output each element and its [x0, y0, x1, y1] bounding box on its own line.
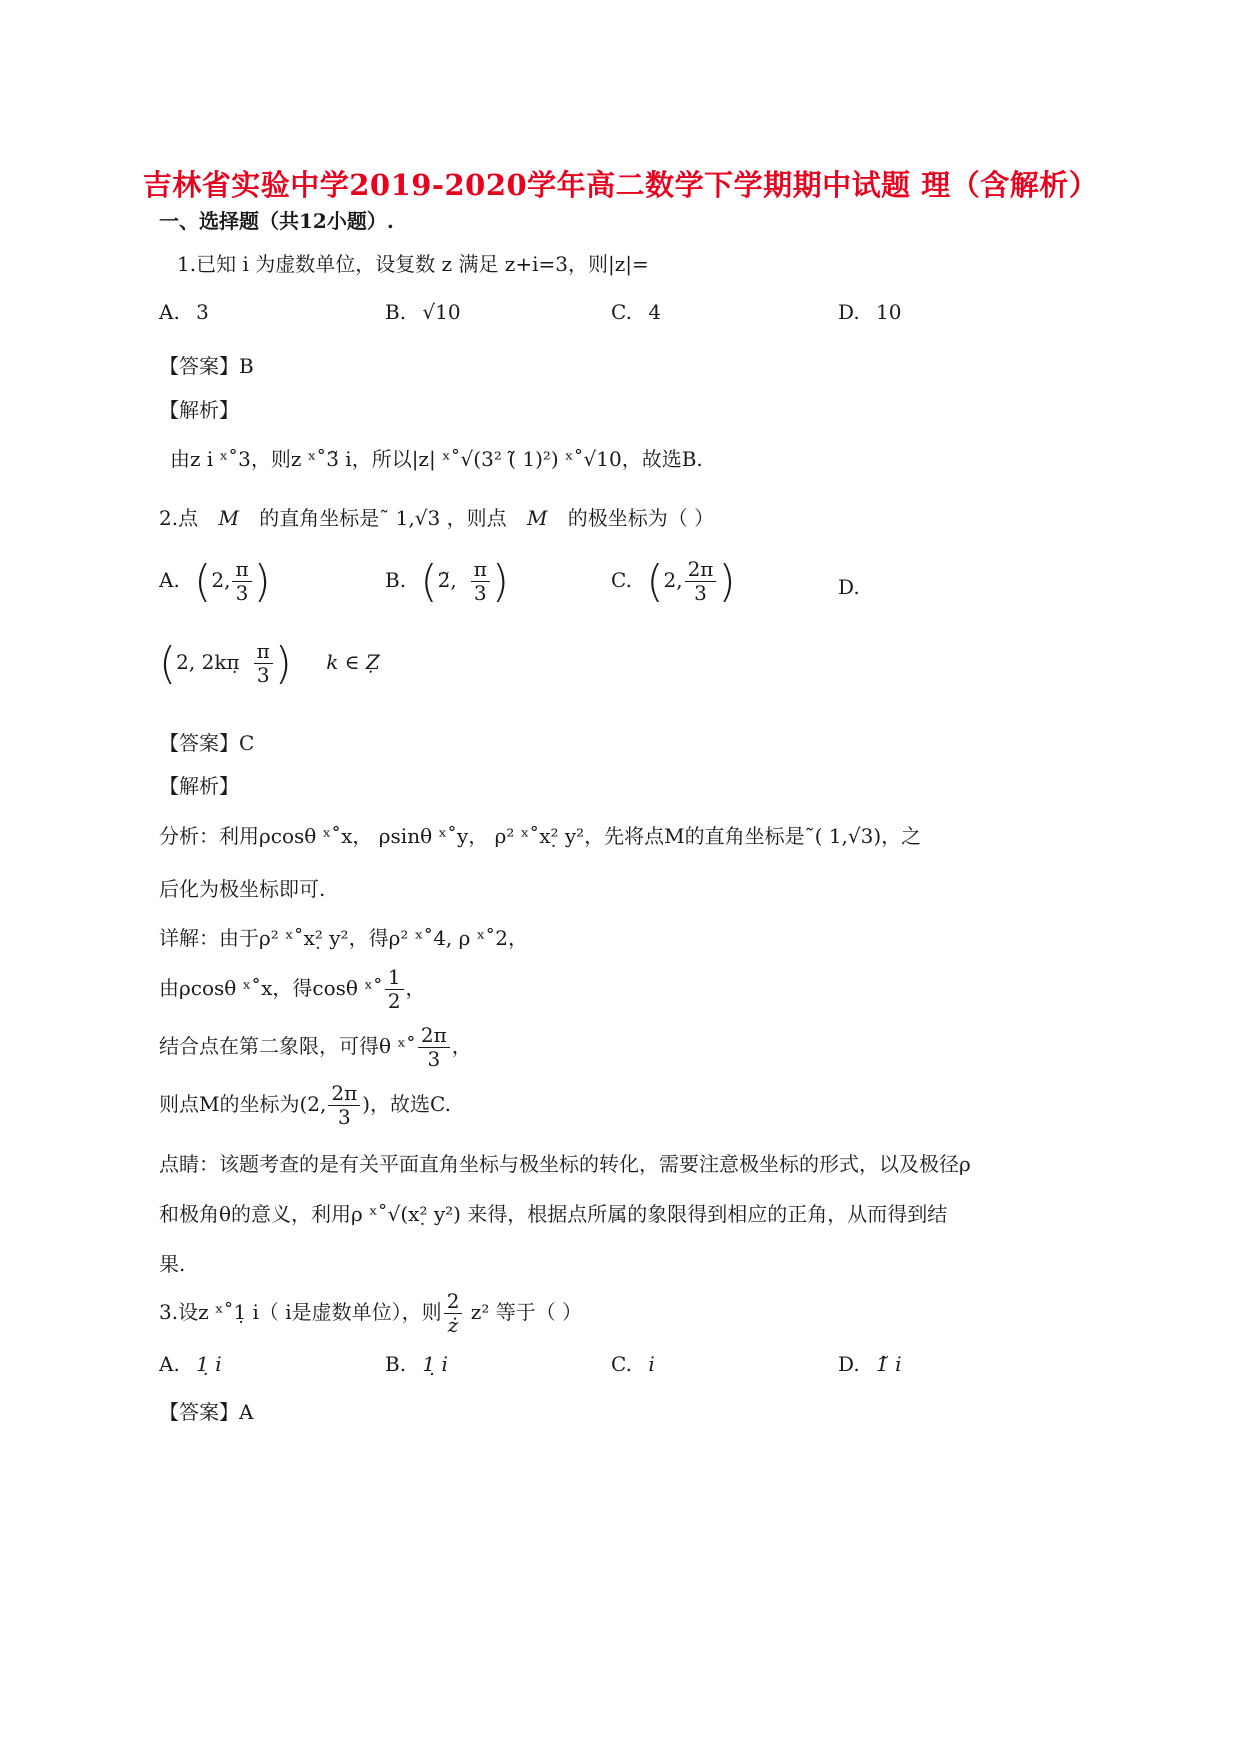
math-expr: 由ρcosθ ˣ˚x，得cosθ ˣ˚ [159, 976, 383, 1000]
q2-analysis-line-5: 结合点在第二象限，可得θ ˣ˚ $\frac{2\pi}{3}$ ， [159, 1023, 472, 1071]
math-expr: 2, [211, 568, 231, 592]
math-var: M [526, 506, 548, 530]
option-text: 3 [196, 300, 209, 324]
option-letter: B. [385, 300, 407, 324]
stem-text: z² 等于（ ） [464, 1300, 583, 1324]
option-text: 1̃ i [876, 1352, 902, 1376]
option-letter: C. [611, 568, 632, 592]
q3-option-a [159, 1352, 222, 1376]
option-letter: D. [838, 1352, 860, 1376]
stem-text: 2.点 [159, 506, 199, 530]
option-letter: B. [385, 568, 407, 592]
q2-analysis-line-4: 由ρcosθ ˣ˚x，得cosθ ˣ˚ $\frac{1}{2}$ ， [159, 965, 426, 1013]
q3-option-c [611, 1352, 655, 1376]
stem-text: 的直角坐标是˜ 1,√3 [259, 506, 441, 530]
math-expr: 2, 2kπ̣ [176, 650, 240, 674]
q2-analysis-line-1: 分析：利用ρcosθ ˣ˚x， ρsinθ ˣ˚y， ρ² ˣ˚x²̣ y²，先将点M的直角坐标是˜( 1,√3)，之 [159, 824, 922, 848]
q2-option-b: B. (2̃, $\frac{\pi}{3}$ ) [385, 556, 510, 607]
fraction: $\frac{2\pi}{3}$ [685, 558, 717, 605]
fraction: $\frac{\pi}{3}$ [254, 640, 273, 687]
q1-answer: 【答案】B [159, 354, 254, 378]
q2-analysis-line-7: 点睛：该题考查的是有关平面直角坐标与极坐标的转化，需要注意极坐标的形式，以及极径ρ [159, 1152, 971, 1176]
fraction: $\frac{\pi}{3}$ [471, 558, 490, 605]
option-text: i [648, 1352, 655, 1376]
document-title: 吉林省实验中学2019-2020学年高二数学下学期期中试题 理（含解析） [142, 168, 1099, 202]
section-heading: 一、选择题（共12小题）. [159, 209, 394, 233]
math-expr: 2̃, [437, 568, 457, 592]
option-letter: B. [385, 1352, 407, 1376]
q2-option-a: A. (2, $\frac{\pi}{3}$ ) [159, 556, 271, 607]
option-text: 4 [648, 300, 662, 324]
q2-analysis-line-3: 详解：由于ρ² ˣ˚x²̣ y²，得ρ² ˣ˚4, ρ ˣ˚2， [159, 926, 528, 950]
q3-option-b [385, 1352, 448, 1376]
stem-text: 3.设z ˣ˚1̣ i（ i是虚数单位），则 [159, 1300, 442, 1324]
q1-option-c [611, 300, 661, 324]
q2-option-d: (2, 2kπ̣ $\frac{\pi}{3}$ ) k ∈ Ẓ [159, 638, 380, 689]
math-var: M [218, 506, 239, 530]
q2-analysis-line-2: 后化为极坐标即可. [159, 877, 326, 901]
math-expr: k ∈ Ẓ [326, 650, 380, 674]
math-expr: 则点M的坐标为(2, [159, 1092, 327, 1116]
fraction: $\frac{1}{2}$ [385, 966, 404, 1013]
q2-analysis-line-9: 果. [159, 1252, 186, 1276]
fraction: $\frac{2\pi}{3}$ [418, 1024, 450, 1071]
stem-text: 的极坐标为（ ） [567, 506, 715, 530]
fraction: $\frac{\pi}{3}$ [232, 558, 251, 605]
fraction: $\frac{2\pi}{3}$ [328, 1082, 360, 1129]
q1-analysis-label: 【解析】 [159, 398, 239, 422]
question-1-stem: 1.已知 i 为虚数单位，设复数 z 满足 z+i=3，则|z|= [177, 252, 649, 276]
stem-text: ，则点 [446, 506, 507, 530]
option-letter: D. [838, 300, 860, 324]
q1-option-d [838, 300, 902, 324]
math-expr: 结合点在第二象限，可得θ ˣ˚ [159, 1034, 416, 1058]
option-text: 1̣ i [196, 1352, 222, 1376]
q2-analysis-label: 【解析】 [159, 774, 239, 798]
option-letter: C. [611, 1352, 632, 1376]
option-letter: A. [159, 300, 180, 324]
fraction: $\frac{2}{ż}$ [444, 1290, 463, 1337]
question-3-stem [159, 1290, 582, 1337]
option-text: 1̣ i [422, 1352, 448, 1376]
q2-option-d-letter: D. [838, 575, 860, 599]
question-2-stem [159, 502, 714, 531]
q3-answer: 【答案】A [159, 1400, 254, 1424]
q1-option-a [159, 300, 209, 324]
option-letter: A. [159, 1352, 180, 1376]
q2-answer: 【答案】C [159, 731, 255, 755]
q2-analysis-line-8: 和极角θ的意义，利用ρ ˣ˚√(x²̣ y²) 来得，根据点所属的象限得到相应的正角，从而得到结 [159, 1202, 948, 1226]
option-text: 10 [876, 300, 902, 324]
math-expr: 2, [663, 568, 683, 592]
q2-analysis-line-6: 则点M的坐标为(2, $\frac{2\pi}{3}$ )，故选C. [159, 1081, 451, 1129]
q1-option-b [385, 300, 461, 324]
q1-analysis: 由z i ˣ˚3，则z ˣ˚3̃ i，所以|z| ˣ˚√(3² (̃ 1)²) ˣ˚√10，故选B. [170, 447, 703, 471]
option-text: √10 [422, 300, 461, 324]
q2-option-c: C. (2, $\frac{2\pi}{3}$ ) [611, 556, 736, 607]
q3-option-d [838, 1352, 902, 1376]
option-letter: C. [611, 300, 632, 324]
option-letter: A. [159, 568, 180, 592]
